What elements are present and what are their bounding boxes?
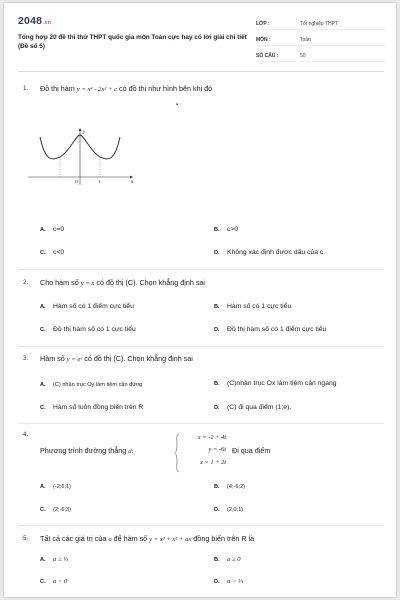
option-letter: C. — [40, 507, 46, 513]
document-page — [4, 3, 396, 597]
option-text: (C) nhận trục Oy làm tiệm cận đứng — [53, 382, 143, 388]
option-a[interactable] — [40, 483, 71, 490]
brand-logo[interactable] — [18, 15, 51, 27]
option-letter: B. — [214, 227, 220, 233]
option-letter: D. — [214, 250, 220, 256]
question-number: 2. — [23, 279, 29, 286]
question-text-part: đồng biến trên R là — [191, 534, 255, 543]
question-divider — [18, 423, 384, 424]
math-expression: y = x⁴ - 2x² + c — [76, 86, 118, 93]
option-c[interactable] — [40, 506, 71, 513]
question-text — [40, 84, 212, 93]
system-eq-x: x = -2 + 4t — [197, 434, 226, 441]
question-number: 4. — [23, 431, 29, 438]
option-d[interactable] — [214, 249, 323, 256]
document-header — [18, 15, 384, 63]
question-text-part: Phương trình đường thẳng — [40, 446, 129, 455]
question-4 — [18, 431, 384, 501]
question-divider — [18, 269, 384, 270]
option-letter: D. — [214, 405, 220, 411]
option-letter: D. — [214, 507, 220, 513]
option-text: Đồ thị hàm số có 1 cực tiểu — [53, 326, 136, 333]
option-b[interactable] — [214, 556, 241, 563]
question-text — [40, 354, 193, 363]
option-a[interactable] — [40, 226, 64, 233]
option-text: (2;-6;3) — [53, 507, 72, 513]
brand-suffix: .vn — [43, 20, 51, 26]
question-text-part: có đồ thị (C). Chọn khẳng định sai — [82, 354, 193, 363]
x-axis-label: x — [131, 180, 134, 185]
option-d[interactable] — [214, 506, 243, 513]
option-text: a ≥ 0 — [227, 556, 241, 563]
option-text: a < 0 — [53, 578, 68, 585]
option-text: (2;0;1) — [227, 507, 244, 513]
text-cursor: ▪ — [176, 102, 179, 108]
option-letter: D. — [214, 579, 220, 585]
question-divider — [18, 525, 384, 526]
function-graph — [26, 127, 136, 187]
math-variable: a — [108, 536, 112, 543]
option-letter: A. — [40, 557, 46, 563]
brand-name: 2048 — [18, 15, 43, 27]
question-text-part: Hàm số — [40, 354, 67, 363]
option-letter: B. — [214, 304, 220, 310]
option-text: (-2;6;1) — [53, 484, 72, 490]
question-number: 3. — [23, 355, 29, 362]
option-c[interactable] — [40, 326, 136, 333]
option-c[interactable] — [40, 249, 64, 256]
y-axis-label: y — [83, 130, 86, 135]
question-divider — [18, 346, 384, 347]
option-letter: C. — [40, 405, 46, 411]
option-letter: A. — [40, 382, 46, 388]
question-5 — [18, 533, 384, 593]
option-text: (4;-6;2) — [227, 484, 246, 490]
meta-count-key: SỐ CÂU : — [256, 53, 279, 59]
math-expression: d: — [128, 448, 134, 455]
option-letter: A. — [40, 484, 46, 490]
math-expression: y = x — [80, 280, 95, 287]
option-a[interactable] — [40, 556, 68, 563]
option-text: c>0 — [227, 226, 239, 233]
header-divider — [18, 71, 384, 72]
meta-subject-value: Toán — [300, 37, 311, 43]
option-a[interactable] — [40, 303, 134, 310]
option-text: a > ⅓ — [227, 578, 243, 585]
math-expression: y = x³ + x² + ax — [149, 536, 192, 543]
question-text-tail: Đi qua điểm — [232, 446, 271, 455]
question-text-part: có đồ thị (C). Chọn khẳng định sai — [94, 278, 206, 287]
question-text — [40, 446, 134, 455]
option-text: Hàm số luôn đồng biến trên R — [53, 404, 144, 411]
document-title: Tổng hợp 20 đề thi thử THPT quốc gia môn Toán cực hay có lời giải chi tiết (Đề số 5) — [18, 34, 247, 50]
option-letter: B. — [214, 557, 220, 563]
question-text — [40, 534, 254, 543]
tick-label: 1 — [98, 179, 101, 184]
option-text: c=0 — [53, 226, 65, 233]
option-letter: B. — [214, 381, 220, 387]
option-text: (C)nhận trục Ox làm tiệm cận ngang — [227, 380, 337, 387]
meta-subject-row — [256, 35, 386, 46]
question-number: 1. — [23, 85, 29, 92]
y-axis-arrow — [79, 128, 82, 131]
system-eq-z: z = 1 + 2t — [200, 459, 226, 466]
question-text-part: để hàm số — [111, 534, 150, 543]
option-letter: A. — [40, 227, 46, 233]
option-letter: C. — [40, 250, 46, 256]
option-letter: C. — [40, 327, 46, 333]
option-text: a ≥ ⅓ — [53, 556, 69, 563]
question-text-part: Tất cả các giá trị của — [40, 534, 109, 543]
option-text: Đồ thị hàm số có 1 điểm cực tiểu — [227, 326, 327, 333]
meta-class-key: LỚP : — [256, 21, 270, 27]
option-d[interactable] — [214, 578, 243, 585]
option-letter: B. — [214, 484, 220, 490]
x-axis-arrow — [130, 176, 133, 179]
document-meta — [256, 19, 386, 67]
question-text-part: Đồ thị hàm — [40, 84, 77, 93]
question-text-part: Cho hàm số — [40, 278, 81, 287]
origin-label: O — [75, 179, 79, 184]
option-text: c<0 — [53, 249, 65, 256]
option-c[interactable] — [40, 404, 143, 411]
option-c[interactable] — [40, 578, 67, 585]
option-letter: C. — [40, 579, 46, 585]
question-number: 5. — [23, 535, 29, 542]
option-letter: A. — [40, 304, 46, 310]
option-text: (C) đi qua điểm (1;e). — [227, 404, 292, 411]
question-text-part: có đồ thị như hình bên khi đó — [117, 84, 213, 93]
system-eq-y: y = -6t — [208, 446, 226, 453]
option-b[interactable] — [214, 303, 291, 310]
option-text: Hàm số có 1 cực tiểu — [227, 303, 292, 310]
option-text: Không xác định được dấu của c — [227, 249, 324, 256]
meta-count-value: 50 — [300, 53, 306, 59]
meta-subject-key: MÔN : — [256, 37, 271, 43]
math-expression: y = eˣ — [66, 356, 83, 363]
option-d[interactable] — [214, 326, 326, 333]
option-d[interactable] — [214, 404, 291, 411]
option-b[interactable] — [214, 226, 238, 233]
meta-count-row — [256, 51, 386, 62]
meta-class-row — [256, 19, 386, 30]
option-b[interactable] — [214, 380, 337, 387]
meta-class-value: Tốt nghiệp THPT — [300, 21, 338, 27]
question-text — [40, 278, 205, 287]
option-b[interactable] — [214, 483, 245, 490]
option-a[interactable] — [40, 381, 142, 388]
option-letter: D. — [214, 327, 220, 333]
option-text: Hàm số có 1 điểm cực tiểu — [53, 303, 134, 310]
